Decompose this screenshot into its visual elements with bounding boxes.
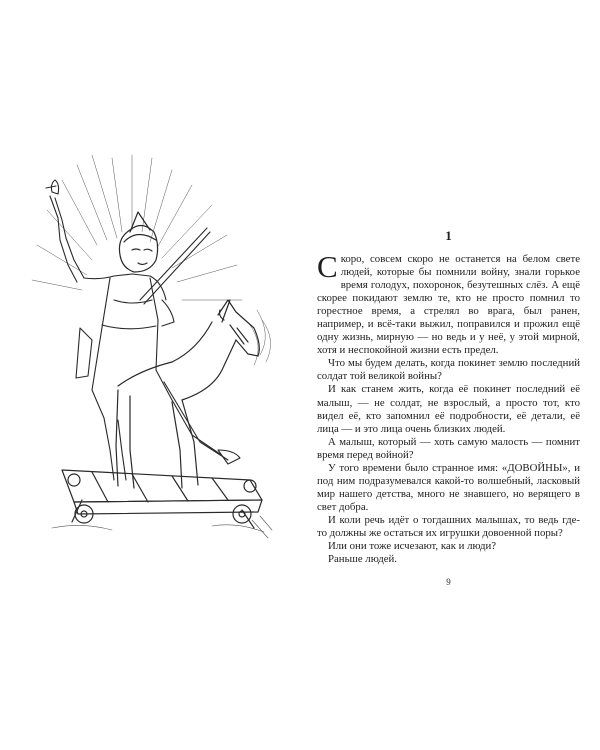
text-page: [317, 228, 580, 566]
paragraph: Что мы будем делать, когда покинет землю последний солдат той великой войны?: [317, 357, 580, 383]
boy-body: [76, 274, 174, 418]
paragraph: Раньше людей.: [328, 553, 397, 566]
page-number: 9: [446, 577, 451, 587]
paragraph: А малыш, который — хоть самую малость — помнит время перед войной?: [317, 435, 580, 461]
paragraph: [317, 249, 580, 357]
raised-arm: [46, 180, 84, 282]
paragraph: И как станем жить, когда её покинет последний её малыш, — не солдат, не взрослый, а просто тот, кто видел её, кто запомнил её подробности, её детали, её лица — и это лица очень близких людей.: [317, 383, 580, 435]
boy-head: [119, 212, 157, 272]
boy-on-toy-horse-illustration: [22, 150, 284, 570]
drop-cap: С: [317, 249, 338, 284]
boy-legs: [104, 370, 240, 480]
ground-scribbles: [52, 516, 272, 538]
sketch-drawing: [22, 150, 284, 570]
paragraph-text: коро, совсем скоро не останется на белом свете людей, которые бы помнили войну, знали горькое время голодух, похоронок, безутешных слёз. А ещё скорее покидают землю те, кто не просто помнил то горестное время, а стрелял во врага, был ранен, например, и всё-таки выжил, поправился и прожил ещё одну жизнь, мирную — но ведь и у неё, у этой мирной, хотя и неспокойной жизни есть предел.: [317, 253, 580, 357]
paragraph: Или они тоже исчезают, как и люди?: [328, 540, 497, 553]
paragraph: И коли речь идёт о тогдашних малышах, то ведь где-то должны же остаться их игрушки довоенной поры?: [317, 513, 580, 539]
toy-cart: [62, 470, 262, 528]
background-hatching: [32, 155, 271, 365]
paragraph: У того времени было странное имя: «ДОВОЙНЫ», и под ним подразумевался какой-то волшебный, ласковый мир нашего детства, много не знавшего, но верящего в свет добра.: [317, 461, 580, 513]
chapter-number: 1: [445, 228, 452, 243]
